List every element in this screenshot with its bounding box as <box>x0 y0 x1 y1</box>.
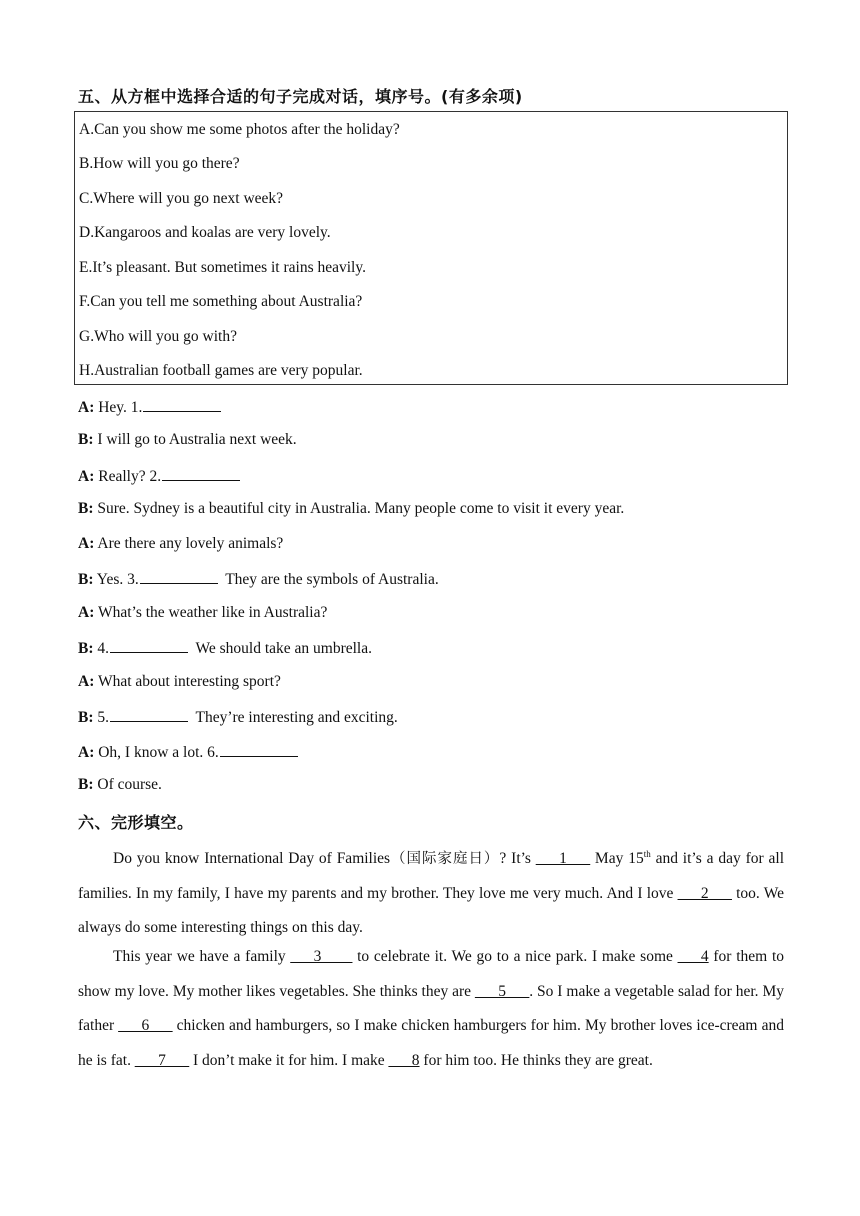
para-text: for them to show my love. My mother likes vegetables. She thinks they are <box>78 948 784 1000</box>
line-text: Are there any lovely animals? <box>94 535 284 552</box>
line-text: 4. <box>93 640 109 657</box>
para-text: too. We always do some interesting things on this day. <box>78 884 785 937</box>
option-h: H.Australian football games are very popular. <box>79 362 363 379</box>
speaker-label: B: <box>78 431 94 448</box>
answer-blank-5[interactable] <box>110 707 188 722</box>
speaker-label: B: <box>78 571 94 588</box>
answer-blank-1[interactable] <box>143 397 221 412</box>
line-text: Hey. 1. <box>94 399 143 416</box>
option-a: A.Can you show me some photos after the holiday? <box>79 121 400 138</box>
line-text: 5. <box>93 709 109 726</box>
para-text: . So I make a vegetable salad for her. My father <box>78 982 784 1034</box>
option-b: B.How will you go there? <box>79 155 240 172</box>
options-box <box>74 111 788 385</box>
line-text: Of course. <box>93 776 162 793</box>
cloze-paragraph-1 <box>78 837 784 946</box>
para-text: May 15 <box>590 850 644 868</box>
dialogue-line-8 <box>78 638 372 658</box>
dialogue-line-3 <box>78 466 240 486</box>
speaker-label: B: <box>78 776 94 793</box>
dialogue-line-10 <box>78 707 398 727</box>
dialogue-line-7 <box>78 604 327 622</box>
speaker-label: B: <box>78 640 94 657</box>
line-text-after: We should take an umbrella. <box>188 640 372 657</box>
dialogue-line-2 <box>78 431 297 449</box>
para-text: and it’s a day for all families. In my family, I have my parents and my brother. They love me very much. And I love <box>78 850 785 902</box>
line-text: I will go to Australia next week. <box>93 431 297 448</box>
cloze-blank-8[interactable]: ___8 <box>388 1051 420 1069</box>
answer-blank-4[interactable] <box>110 638 188 653</box>
speaker-label: A: <box>78 468 95 485</box>
line-text: Really? 2. <box>94 468 162 485</box>
line-text-after: They’re interesting and exciting. <box>188 709 398 726</box>
para-text: ? It’s <box>499 850 536 868</box>
answer-blank-3[interactable] <box>140 569 218 584</box>
para-text-cn: （国际家庭日） <box>390 851 500 868</box>
para-text: to celebrate it. We go to a nice park. I make some <box>352 948 678 965</box>
option-c: C.Where will you go next week? <box>79 190 284 207</box>
dialogue-line-5 <box>78 535 283 553</box>
speaker-label: A: <box>78 399 95 416</box>
cloze-blank-1[interactable]: ___1___ <box>535 850 591 868</box>
cloze-blank-2[interactable]: ___2___ <box>677 884 732 902</box>
answer-blank-2[interactable] <box>162 466 240 481</box>
para-text: chicken and hamburgers, so I make chicken hamburgers for him. My brother loves ice-cream and he is fat. <box>78 1017 784 1069</box>
speaker-label: B: <box>78 709 94 726</box>
section5-title: 五、从方框中选择合适的句子完成对话，填序号。(有多余项) <box>78 87 523 106</box>
dialogue-line-11 <box>78 742 298 762</box>
speaker-label: A: <box>78 604 95 621</box>
para-text: Do you know International Day of Families <box>113 850 391 868</box>
para-text: This year we have a family <box>113 948 291 965</box>
dialogue-line-9 <box>78 673 281 691</box>
speaker-label: A: <box>78 673 95 690</box>
option-f: F.Can you tell me something about Australia? <box>79 293 363 310</box>
para-text: for him too. He thinks they are great. <box>419 1051 653 1069</box>
cloze-blank-4[interactable]: ___4 <box>677 948 709 965</box>
option-g: G.Who will you go with? <box>79 328 237 345</box>
line-text-after: They are the symbols of Australia. <box>217 571 439 588</box>
cloze-blank-5[interactable]: ___5___ <box>474 982 530 1000</box>
cloze-paragraph-2 <box>78 940 784 1078</box>
line-text: What’s the weather like in Australia? <box>94 604 328 621</box>
cloze-blank-3[interactable]: ___3____ <box>290 948 353 965</box>
section6-title: 六、完形填空。 <box>78 813 194 832</box>
dialogue-line-6 <box>78 569 439 589</box>
dialogue-line-4 <box>78 500 624 518</box>
line-text: Sure. Sydney is a beautiful city in Australia. Many people come to visit it every year. <box>93 500 625 517</box>
speaker-label: A: <box>78 535 95 552</box>
dialogue-line-1 <box>78 397 221 417</box>
option-d: D.Kangaroos and koalas are very lovely. <box>79 224 331 241</box>
line-text: Oh, I know a lot. 6. <box>94 744 219 761</box>
superscript-th: th <box>643 849 651 859</box>
line-text: Yes. 3. <box>93 571 139 588</box>
cloze-blank-7[interactable]: ___7___ <box>134 1051 190 1069</box>
dialogue-line-12 <box>78 776 162 794</box>
speaker-label: B: <box>78 500 94 517</box>
cloze-blank-6[interactable]: ___6___ <box>118 1017 173 1034</box>
speaker-label: A: <box>78 744 95 761</box>
line-text: What about interesting sport? <box>94 673 281 690</box>
answer-blank-6[interactable] <box>220 742 298 757</box>
para-text: I don’t make it for him. I make <box>189 1051 389 1069</box>
option-e: E.It’s pleasant. But sometimes it rains heavily. <box>79 259 366 276</box>
